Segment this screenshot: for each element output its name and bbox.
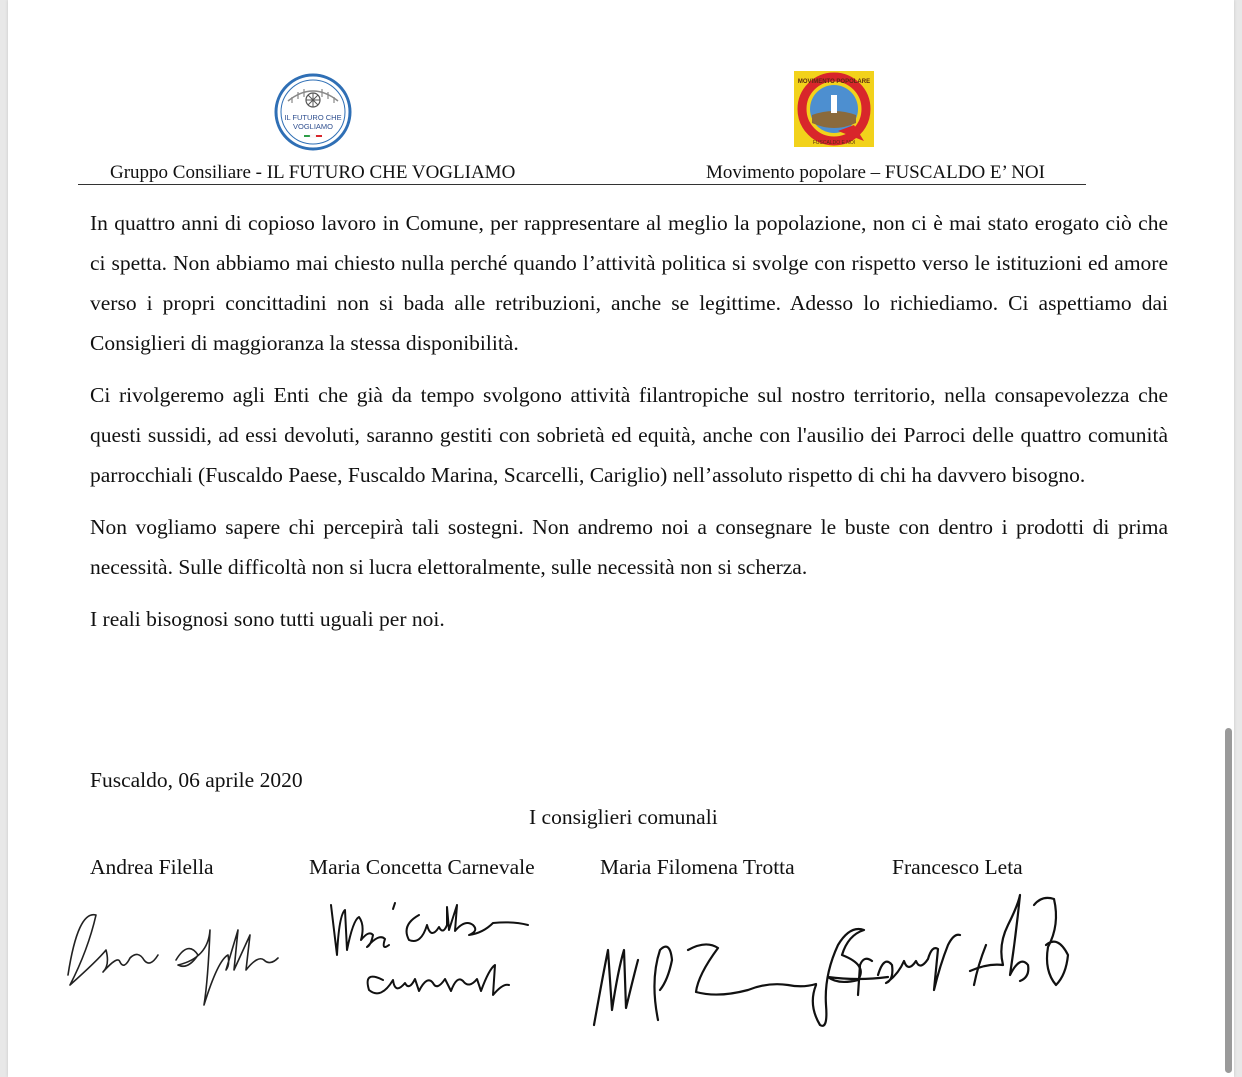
left-logo-text-1: IL FUTURO CHE <box>284 113 342 122</box>
council-label: I consiglieri comunali <box>529 805 718 829</box>
il-futuro-che-vogliamo-logo <box>274 73 352 151</box>
right-logo-text-2: FUSCALDO E NOI <box>812 140 856 146</box>
place-date: Fuscaldo, 06 aprile 2020 <box>90 768 303 792</box>
header-divider <box>78 184 1086 185</box>
paragraph-3: Non vogliamo sapere chi percepirà tali sostegni. Non andremo noi a consegnare le buste con dentro i prodotti di prima necessità. Sulle difficoltà non si lucra elettoralmente, sulle necessità non si scherza. <box>90 515 1168 579</box>
right-logo-text-1: MOVIMENTO POPOLARE <box>797 79 871 85</box>
signature-maria-filomena-trotta <box>588 900 818 1040</box>
paragraph-4: I reali bisognosi sono tutti uguali per noi. <box>90 607 445 631</box>
left-group-label: Gruppo Consiliare - IL FUTURO CHE VOGLIAMO <box>110 162 516 183</box>
left-logo-text-2: VOGLIAMO <box>292 122 334 131</box>
signer-name-3: Maria Filomena Trotta <box>600 855 795 879</box>
signer-name-2: Maria Concetta Carnevale <box>309 855 535 879</box>
signer-name-1: Andrea Filella <box>90 855 214 879</box>
signature-andrea-filella <box>58 900 283 1010</box>
paragraph-1: In quattro anni di copioso lavoro in Comune, per rappresentare al meglio la popolazione, non ci è mai stato erogato ciò che ci spetta. Non abbiamo mai chiesto nulla perché quando l’attività politica si svolge con rispetto verso le istituzioni ed amore verso i propri concittadini non si bada alle retribuzioni, anche se legittime. Adesso lo richiediamo. Ci aspettiamo dai Consiglieri di maggioranza la stessa disponibilità. <box>90 211 1168 355</box>
document-page <box>8 0 1234 1077</box>
signature-maria-concetta-carnevale <box>323 895 548 1015</box>
signer-name-4: Francesco Leta <box>892 855 1023 879</box>
vertical-scrollbar[interactable] <box>1225 728 1232 1073</box>
paragraph-2: Ci rivolgeremo agli Enti che già da tempo svolgono attività filantropiche sul nostro territorio, nella consapevolezza che questi sussidi, ad essi devoluti, saranno gestiti con sobrietà ed equità, anche con l'ausilio dei Parroci delle quattro comunità parrocchiali (Fuscaldo Paese, Fuscaldo Marina, Scarcelli, Cariglio) nell’assoluto rispetto di chi ha davvero bisogno. <box>90 383 1168 487</box>
signature-francesco-leta <box>798 885 1078 1035</box>
right-group-label: Movimento popolare – FUSCALDO E’ NOI <box>706 162 1045 183</box>
fuscaldo-e-noi-logo <box>794 71 874 147</box>
letter-body <box>90 203 1168 651</box>
